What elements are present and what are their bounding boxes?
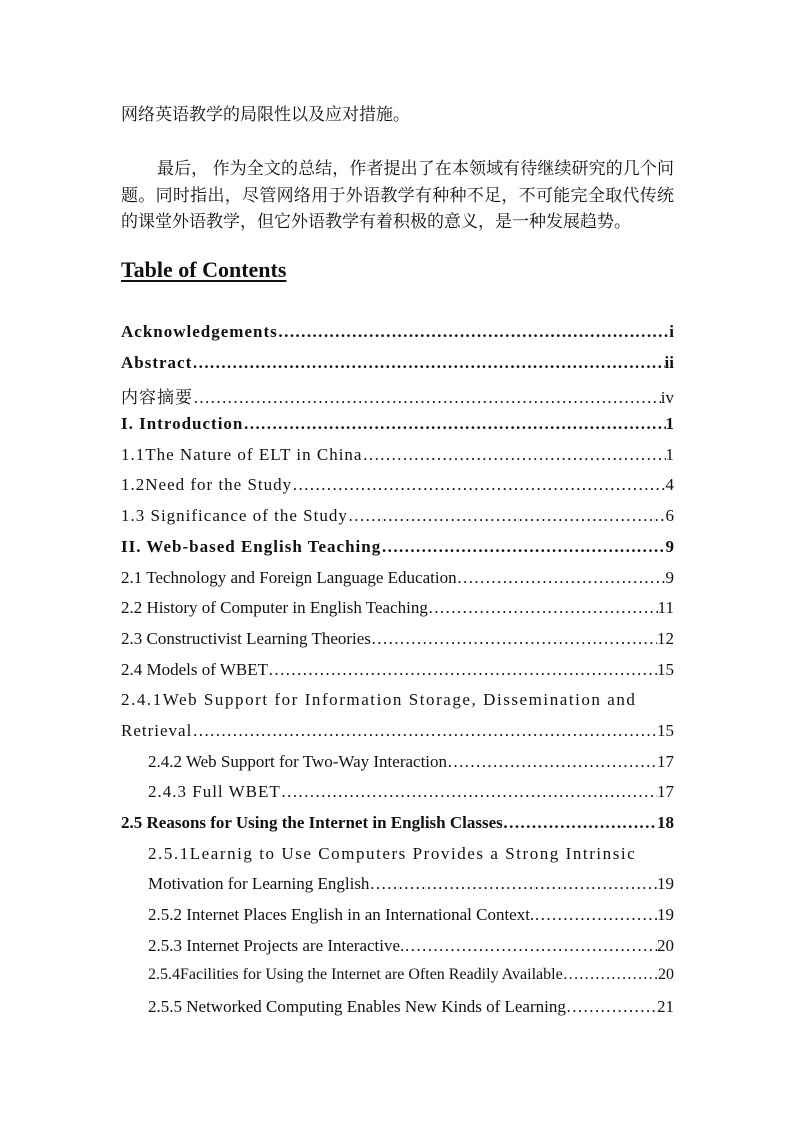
toc-entry-page: 6 — [665, 506, 674, 526]
toc-entry-label: 内容摘要 — [121, 388, 193, 408]
toc-leader-dots — [371, 629, 657, 649]
toc-entry-page: 9 — [665, 536, 674, 556]
toc-entry-page: 11 — [657, 598, 674, 618]
toc-entry-2-5-1-cont[interactable] — [121, 874, 674, 905]
toc-entry-label: 1.1The Nature of ELT in China — [121, 444, 363, 464]
toc-leader-dots — [404, 936, 657, 956]
toc-entry-2-2[interactable] — [121, 598, 674, 629]
toc-entry-label: 2.5.2 Internet Places English in an International Context. — [148, 905, 535, 925]
toc-leader-dots — [292, 475, 665, 495]
toc-entry-label: 1.3 Significance of the Study — [121, 506, 348, 526]
toc-entry-page: 12 — [657, 628, 674, 648]
toc-entry-label: I. Introduction — [121, 414, 244, 434]
toc-entry-chinese-abstract[interactable] — [121, 383, 674, 414]
toc-entry-page: 1 — [665, 444, 674, 464]
intro-line: 网络英语教学的局限性以及应对措施。 — [121, 105, 410, 124]
toc-entry-page: ii — [664, 352, 674, 372]
toc-leader-dots — [503, 813, 657, 833]
toc-leader-dots — [381, 537, 665, 557]
toc-entry-page: 20 — [658, 966, 674, 984]
toc-entry-label: 1.2Need for the Study — [121, 475, 293, 495]
table-of-contents — [121, 322, 674, 1028]
toc-leader-dots — [281, 782, 657, 802]
toc-entry-page: i — [669, 322, 674, 341]
toc-entry-abstract[interactable] — [121, 353, 674, 384]
toc-entry-2-5-4[interactable] — [121, 966, 674, 997]
toc-leader-dots — [447, 752, 657, 772]
toc-entry-label: Acknowledgements — [121, 322, 278, 341]
toc-entry-page: 17 — [657, 782, 674, 802]
toc-entry-2-4-3[interactable] — [121, 782, 674, 813]
toc-entry-2-5-1[interactable] — [121, 844, 674, 875]
toc-entry-label: Motivation for Learning English — [148, 874, 370, 894]
toc-leader-dots — [362, 445, 665, 465]
toc-leader-dots — [268, 660, 657, 680]
toc-entry-2-5-5[interactable] — [121, 997, 674, 1028]
toc-entry-label: 2.1 Technology and Foreign Language Education — [121, 567, 457, 587]
toc-entry-label: Retrieval — [121, 720, 193, 740]
toc-entry-label: 2.5.4Facilities for Using the Internet are Often Readily Available — [148, 966, 563, 984]
toc-entry-page: 20 — [657, 935, 674, 955]
toc-leader-dots — [192, 721, 657, 741]
toc-entry-2-5[interactable] — [121, 813, 674, 844]
toc-entry-2-4[interactable] — [121, 660, 674, 691]
toc-entry-label: 2.5 Reasons for Using the Internet in English Classes — [121, 813, 503, 832]
toc-leader-dots — [534, 905, 657, 925]
toc-leader-dots — [243, 414, 665, 434]
toc-entry-1-1[interactable] — [121, 445, 674, 476]
toc-entry-label: 2.4.3 Full WBET — [148, 782, 281, 802]
toc-entry-page: 15 — [657, 659, 674, 679]
toc-entry-2-4-2[interactable] — [121, 752, 674, 783]
toc-entry-page: 17 — [657, 751, 674, 771]
toc-entry-label: 2.4.1Web Support for Information Storage, Dissemination and — [121, 690, 637, 710]
toc-entry-1-2[interactable] — [121, 475, 674, 506]
toc-leader-dots — [192, 353, 664, 373]
toc-entry-page: 4 — [665, 475, 674, 495]
toc-leader-dots — [428, 598, 658, 618]
toc-leader-dots — [348, 506, 666, 526]
toc-entry-2-3[interactable] — [121, 629, 674, 660]
toc-entry-page: 21 — [657, 997, 674, 1017]
toc-entry-page: 19 — [657, 905, 674, 925]
toc-entry-acknowledgements[interactable] — [121, 322, 674, 353]
toc-entry-page: 19 — [657, 874, 674, 894]
toc-entry-page: 1 — [665, 414, 674, 434]
toc-leader-dots — [563, 966, 658, 984]
toc-entry-2-5-3[interactable] — [121, 936, 674, 967]
toc-entry-label: 2.4 Models of WBET — [121, 659, 269, 679]
toc-entry-page: 9 — [665, 567, 674, 587]
toc-entry-label: 2.3 Constructivist Learning Theories — [121, 628, 371, 648]
toc-entry-label: II. Web-based English Teaching — [121, 536, 382, 556]
toc-entry-page: iv — [660, 388, 674, 408]
toc-entry-label: 2.5.5 Networked Computing Enables New Kinds of Learning — [148, 997, 566, 1017]
toc-entry-2-1[interactable] — [121, 568, 674, 599]
toc-entry-label: Abstract — [121, 352, 193, 372]
toc-entry-label: 2.5.3 Internet Projects are Interactive. — [148, 935, 405, 955]
toc-entry-page: 15 — [657, 720, 674, 740]
toc-entry-label: 2.4.2 Web Support for Two-Way Interaction — [148, 751, 448, 771]
toc-leader-dots — [278, 322, 670, 342]
toc-heading: Table of Contents — [121, 257, 287, 282]
toc-entry-2-5-2[interactable] — [121, 905, 674, 936]
toc-leader-dots — [457, 568, 666, 588]
toc-entry-label: 2.2 History of Computer in English Teaching — [121, 598, 428, 618]
toc-leader-dots — [566, 997, 657, 1017]
toc-leader-dots — [193, 388, 661, 408]
toc-entry-label: 2.5.1Learnig to Use Computers Provides a Strong Intrinsic — [148, 843, 637, 863]
toc-leader-dots — [369, 874, 657, 894]
toc-entry-web-based-teaching[interactable] — [121, 537, 674, 568]
toc-entry-page: 18 — [657, 813, 674, 832]
toc-entry-1-3[interactable] — [121, 506, 674, 537]
toc-entry-2-4-1[interactable] — [121, 690, 674, 721]
toc-entry-introduction[interactable] — [121, 414, 674, 445]
intro-paragraph: 最后， 作为全文的总结，作者提出了在本领域有待继续研究的几个问题。同时指出，尽管网络用于外语教学有种种不足，不可能完全取代传统的课堂外语教学，但它外语教学有着积极的意义，是一种发展趋势。 — [121, 159, 674, 231]
toc-entry-2-4-1-cont[interactable] — [121, 721, 674, 752]
